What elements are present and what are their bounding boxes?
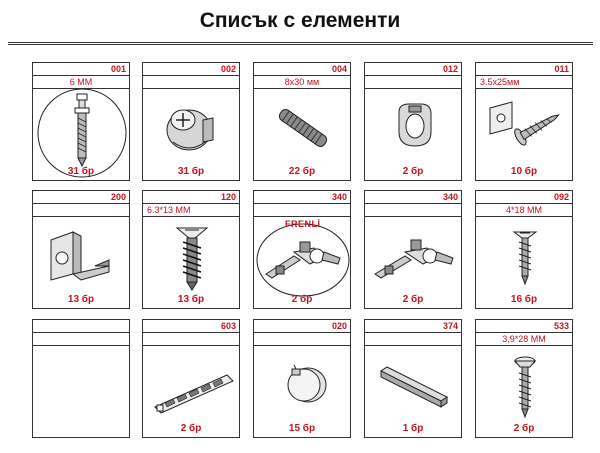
item-code: 533: [476, 320, 572, 333]
item-quantity: 15 бр: [288, 423, 316, 434]
item-card-002: [142, 62, 240, 181]
wood-dowel-icon: [254, 90, 350, 165]
item-code: 374: [365, 320, 461, 333]
item-quantity: 1 бр: [402, 423, 424, 434]
item-spec: [254, 333, 350, 346]
short-screw-icon: [143, 218, 239, 293]
item-code: 120: [143, 191, 239, 204]
cover-cap-icon: [254, 347, 350, 422]
item-card-200: [32, 190, 130, 309]
item-spec: 4*18 ММ: [476, 204, 572, 217]
hinge-icon: [365, 218, 461, 293]
item-card-120: [142, 190, 240, 309]
item-code: 603: [143, 320, 239, 333]
item-quantity: 13 бр: [67, 294, 95, 305]
item-code: 340: [254, 191, 350, 204]
small-screw-icon: [476, 218, 572, 293]
item-card-012: [364, 62, 462, 181]
item-quantity: 2 бр: [402, 166, 424, 177]
item-code: [33, 320, 129, 333]
connector-strip-icon: [143, 347, 239, 422]
item-card-empty: [32, 319, 130, 438]
item-card-004: [253, 62, 351, 181]
rail-support-icon: [365, 90, 461, 165]
shelf-support-icon: [33, 218, 129, 293]
long-screw-icon: [476, 347, 572, 422]
item-spec: [143, 76, 239, 89]
item-spec: [33, 333, 129, 346]
item-quantity: 31 бр: [67, 166, 95, 177]
item-spec: 6 ММ: [33, 76, 129, 89]
item-spec: 3,9*28 ММ: [476, 333, 572, 346]
item-code: 002: [143, 63, 239, 76]
item-card-533: [475, 319, 573, 438]
wood-screw-icon: [476, 90, 572, 165]
item-code: 200: [33, 191, 129, 204]
item-spec: [33, 204, 129, 217]
item-quantity: 22 бр: [288, 166, 316, 177]
item-spec: 8х30 мм: [254, 76, 350, 89]
item-quantity: 13 бр: [177, 294, 205, 305]
item-quantity: 2 бр: [180, 423, 202, 434]
item-spec: 6.3*13 ММ: [143, 204, 239, 217]
item-card-020: [253, 319, 351, 438]
item-card-374: [364, 319, 462, 438]
item-code: 340: [365, 191, 461, 204]
item-spec: [365, 333, 461, 346]
item-quantity: 2 бр: [291, 294, 313, 305]
item-code: 012: [365, 63, 461, 76]
item-quantity: 10 бр: [510, 166, 538, 177]
item-code: 004: [254, 63, 350, 76]
item-quantity: 2 бр: [513, 423, 535, 434]
item-code: 011: [476, 63, 572, 76]
item-code: 020: [254, 320, 350, 333]
cam-bolt-icon: [33, 90, 129, 165]
item-spec: [365, 76, 461, 89]
cam-lock-icon: [143, 90, 239, 165]
item-card-340-frenli: [253, 190, 351, 309]
item-spec: [365, 204, 461, 217]
title-divider: [8, 42, 593, 45]
item-spec: 3.5х25мм: [476, 76, 572, 89]
item-quantity: 16 бр: [510, 294, 538, 305]
item-quantity: 2 бр: [402, 294, 424, 305]
hinge-icon: [254, 218, 350, 293]
item-card-340: [364, 190, 462, 309]
item-code: 092: [476, 191, 572, 204]
item-quantity: 31 бр: [177, 166, 205, 177]
page-title: Списък с елементи: [199, 9, 401, 32]
item-card-603: [142, 319, 240, 438]
frenli-label: FRENLİ: [285, 219, 321, 229]
item-code: 001: [33, 63, 129, 76]
item-card-092: [475, 190, 573, 309]
item-card-001: [32, 62, 130, 181]
item-card-011: [475, 62, 573, 181]
handle-bar-icon: [365, 347, 461, 422]
item-spec: [143, 333, 239, 346]
